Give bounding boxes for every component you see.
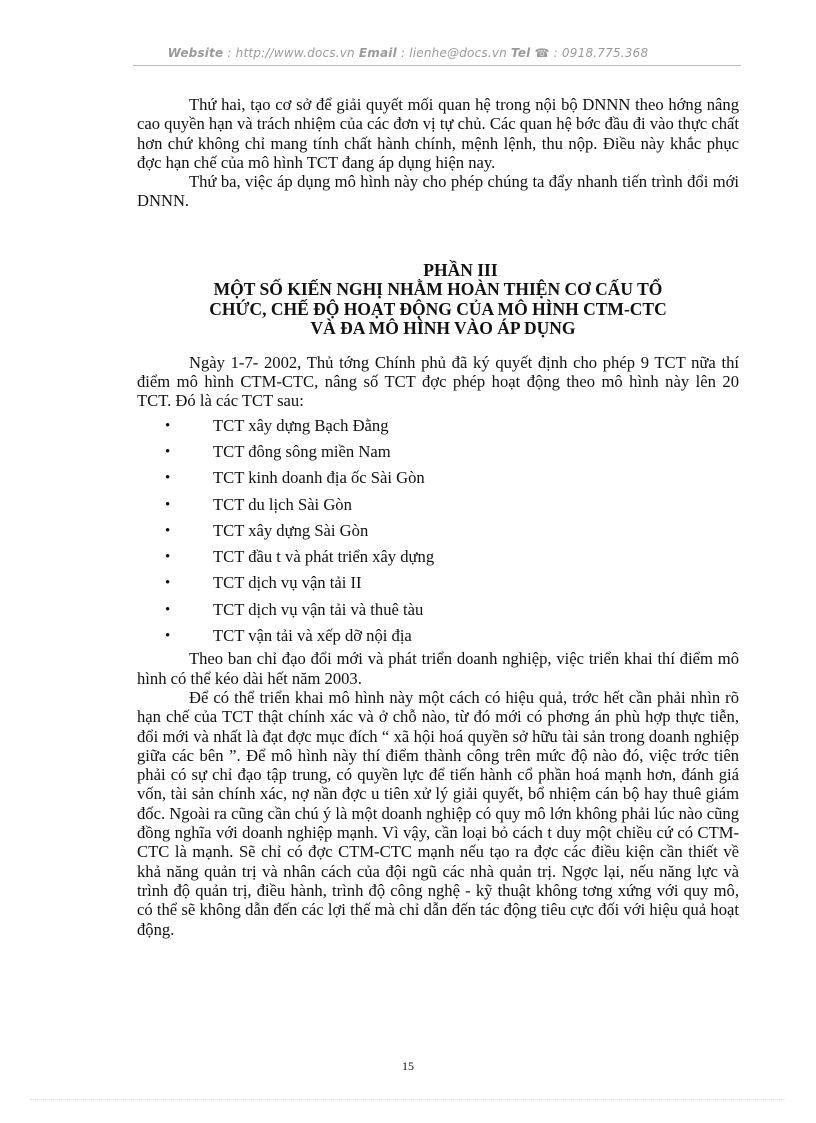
- email-label: Email: [358, 46, 397, 60]
- paragraph-de-co-the: Để có thể triển khai mô hình này một cách có hiệu quả, trớc hết cần phải nhìn rõ hạn chế của TCT thật chính xác và ở chỗ nào, từ đó mới có phơng án phù hợp thực tiễn, đổi mới và nhất là đạt đợc mục đích “ xã hội hoá quyền sở hữu tài sản trong doanh nghiệp giữa các bên ”. Để mô hình này thí điểm thành công trên mức độ nào đó, việc trớc tiên phải có sự chỉ đạo tập trung, có quyền lực để tiến hành cổ phần hoá mạnh hơn, đánh giá vốn, tài sản chính xác, nợ nần đợc u tiên xử lý giải quyết, bổ nhiệm cán bộ hay thuê giám đốc. Ngoài ra cũng cần chú ý là một doanh nghiệp có quy mô lớn không phải lúc nào cũng đồng nghĩa với doanh nghiệp mạnh. Vì vậy, cần loại bỏ cách t duy một chiều cứ có CTM-CTC là mạnh. Sẽ chỉ có đợc CTM-CTC mạnh nếu tạo ra đợc các điều kiện cần thiết về khả năng quản trị và nhân cách của đội ngũ các nhà quản trị. Ngợc lại, nếu năng lực và trình độ quản trị, điều hành, trình độ công nghệ - kỹ thuật không tơng xứng với quy mô, có thể sẽ không dẫn đến các lợi thế mà chỉ dẫn đến tác động tiêu cực đối với hiệu quả hoạt động.: [137, 687, 739, 939]
- section-heading: [137, 261, 739, 339]
- list-item: [137, 544, 739, 570]
- bullet-icon: •: [165, 628, 171, 645]
- page-body: [137, 95, 739, 939]
- list-item: [137, 492, 739, 518]
- list-item-text: TCT đông sông miền Nam: [213, 441, 391, 461]
- bullet-icon: •: [165, 417, 171, 434]
- bullet-icon: •: [165, 575, 171, 592]
- page-header: [0, 46, 816, 60]
- list-item-text: TCT du lịch Sài Gòn: [213, 494, 352, 514]
- bullet-icon: •: [165, 549, 171, 566]
- list-item: [137, 623, 739, 649]
- bullet-icon: •: [165, 496, 171, 513]
- list-item: [137, 597, 739, 623]
- list-item-text: TCT kinh doanh địa ốc Sài Gòn: [213, 468, 425, 488]
- section-title-line-2: CHỨC, CHẾ ĐỘ HOẠT ĐỘNG CỦA MÔ HÌNH CTM-CTC: [209, 298, 667, 319]
- list-item: [137, 439, 739, 465]
- list-item-text: TCT dịch vụ vận tải và thuê tàu: [213, 599, 424, 619]
- tel-label: Tel: [511, 46, 531, 60]
- section-title-line-1: MỘT SỐ KIẾN NGHỊ NHẰM HOÀN THIỆN CƠ CẤU TỔ: [213, 279, 663, 300]
- bullet-icon: •: [165, 443, 171, 460]
- email-value[interactable]: : lienhe@docs.vn: [400, 46, 507, 60]
- paragraph-thu-hai: Thứ hai, tạo cơ sở để giải quyết mối quan hệ trong nội bộ DNNN theo hớng nâng cao quyền hạn và trách nhiệm của các đơn vị tự chủ. Các quan hệ bớc đầu đi vào thực chất hơn chứ không chỉ mang tính chất hành chính, mệnh lệnh, thu nộp. Điều này khắc phục đợc hạn chế của mô hình TCT đang áp dụng hiện nay.: [137, 95, 739, 172]
- header-divider: [133, 65, 741, 66]
- list-item-text: TCT vận tải và xếp dỡ nội địa: [213, 626, 412, 646]
- list-item-text: TCT xây dựng Bạch Đằng: [213, 415, 389, 435]
- list-item-text: TCT xây dựng Sài Gòn: [213, 520, 369, 540]
- tel-value: ☎ : 0918.775.368: [534, 46, 649, 60]
- list-item: [137, 413, 739, 439]
- list-item: [137, 518, 739, 544]
- list-item: [137, 465, 739, 491]
- paragraph-thu-ba: Thứ ba, việc áp dụng mô hình này cho phép chúng ta đẩy nhanh tiến trình đổi mới DNNN.: [137, 172, 739, 211]
- list-item: [137, 570, 739, 596]
- website-label: Website: [167, 46, 224, 60]
- list-item-text: TCT dịch vụ vận tải II: [213, 573, 362, 593]
- section-title-line-3: VÀ ĐA MÔ HÌNH VÀO ÁP DỤNG: [310, 318, 576, 339]
- footer-divider: [30, 1099, 786, 1100]
- tct-list: [137, 413, 739, 650]
- bullet-icon: •: [165, 470, 171, 487]
- website-value[interactable]: : http://www.docs.vn: [227, 46, 355, 60]
- page-number: 15: [402, 1059, 414, 1073]
- paragraph-intro: Ngày 1-7- 2002, Thủ tớng Chính phủ đã ký quyết định cho phép 9 TCT nữa thí điểm mô hình CTM-CTC, nâng số TCT đợc phép hoạt động theo mô hình này lên 20 TCT. Đó là các TCT sau:: [137, 352, 739, 411]
- paragraph-theo-ban-chi-dao: Theo ban chỉ đạo đổi mới và phát triển doanh nghiệp, việc triển khai thí điểm mô hình có thể kéo dài hết năm 2003.: [137, 649, 739, 688]
- bullet-icon: •: [165, 601, 171, 618]
- list-item-text: TCT đầu t và phát triển xây dựng: [213, 547, 435, 567]
- section-number: PHẦN III: [423, 259, 498, 280]
- bullet-icon: •: [165, 522, 171, 539]
